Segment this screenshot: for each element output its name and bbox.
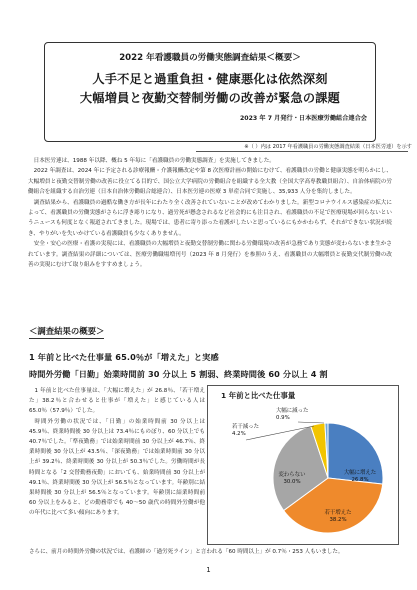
publication-date: 2023 年 7 月発行・日本医療労働組合連合会 — [240, 115, 367, 122]
intro-paragraph: 日本医労連は、1988 年以降、概ね 5 年毎に「看護職員の労働実態調査」を実施してきました。 — [33, 158, 275, 164]
subheading-workload: 1 年前と比べた仕事量 65.0％が「増えた」と実感 — [29, 352, 219, 362]
slice-label: 大幅に増えた 26.8% — [343, 470, 377, 483]
intro-paragraph: 安全・安心の医療・看護の実現には、看護職員の大幅増員と夜勤交替制労働に関わる労働環境の改善が急務であり実態が変わらないまま生かされています。調査結果の詳細については、医療労働職場増刊号（2023 年 8 月発行）を参照のうえ、看護職員の大幅増員と夜勤交代制労働の改善の実現にむけて取り組みをすすめましょう。 — [28, 241, 392, 269]
slice-label: 大幅に減った 0.9% — [276, 408, 309, 421]
slice-label: 変わらない 30.0% — [278, 472, 306, 485]
chart-title: 1 年前と比べた仕事量 — [221, 391, 296, 400]
results-section-heading: ＜調査結果の概要＞ — [29, 325, 104, 339]
headline-line-1: 人手不足と過重負担・健康悪化は依然深刻 — [92, 72, 328, 86]
body-paragraph: 1 年前と比べた仕事量は、「大幅に増えた」が 26.8％、「若干増えた」38.2％と合わせると仕事が「増えた」と感じている人は 65.0％（57.9％）でした。 — [29, 388, 205, 415]
bottom-text — [29, 547, 391, 557]
slice-label: 若干減った 4.2% — [232, 424, 259, 437]
headline-line-2: 大幅増員と夜勤交替制労働の改善が緊急の課題 — [79, 91, 341, 105]
title-box — [44, 42, 376, 142]
pie-svg — [208, 386, 398, 544]
intro-paragraph: 2022 年調査は、2024 年に予定される診療報酬・介護報酬改定や第 8 次医療計画の開始にむけて、看護職員の労働と健康実態を明らかにし、大幅増員と夜勤交替制労働の改善に役立てる目的で、国公立大学病院の労働組合を組織する全大教（全国大学高専教職員組合）、自治体病院の労働組合を組織する自治労連（日本自治体労働組合総連合）、日本医労連の医療 3 単産合同で実施し、35,933 人分を集約しました。 — [28, 168, 392, 196]
intro-paragraph: 調査結果から、看護職員の過酷な働き方が長年にわたり全く改善されていないことが改めてわかりました。新型コロナウイルス感染症の拡大によって、看護職員の労働実態がさらに浮き彫りになり、過労死が懸念されるなど社会的にも注目され、看護職員の不足で医療現場が回らないというニュースも何度となく報道されてきました。現場では、患者に寄り添った看護がしたいと思っているにもかかわらず、それができない状況が続き、やりがいを失いかけている看護職員も少なくありません。 — [28, 199, 392, 237]
body-paragraph: さらに、前月の時間外労働の状況では、看護師の「過労死ライン」と言われる「60 時間以上」が 0.7％・253 人もいました。 — [29, 549, 344, 555]
note-underline — [196, 151, 408, 152]
intro-section — [28, 156, 392, 270]
leader-line — [298, 422, 324, 423]
report-subtitle: 2022 年看護職員の労働実態調査結果＜概要＞ — [119, 53, 301, 63]
workload-pie-chart — [207, 385, 399, 545]
left-column-text — [29, 386, 205, 519]
subheading-overtime: 時間外労働「日勤」始業時間前 30 分以上 5 割弱、終業時間後 60 分以上 4 割 — [29, 369, 328, 379]
comparison-note: ※（ ）内は 2017 年看護職員の労働実態調査結果（日本医労連）を示す — [244, 144, 412, 150]
slice-label: 若干増えた 38.2% — [324, 510, 352, 523]
body-paragraph: 時間外労働の状況では、「日勤」の始業時間前 30 分以上は 45.9％、終業時間後 30 分以上は 73.4％にものぼり、60 分以上でも 40.7％でした。「準夜勤務」では始業時間前 30 分以上が 46.7％、終業時間後 30 分以上が 43.5％、「深夜勤務」では始業時間前 30 分以上が 39.2％、終業時間後 30 分以上が 50.3％でした。労働時間が長時間となる「2 交替勤務夜勤」においても、始業時間前 30 分以上が 49.1％、終業時間後 30 分以上が 56.5％となっています。年齢別に結果時間後 30 分以上が 56.5％となっています。年齢別に結業時間前 60 分以上をみると、どの勤務帯でも 40～50 歳代の時間外労働が他の年代に比べて多い傾向にあります。 — [29, 418, 205, 517]
page-number: 1 — [206, 566, 211, 574]
